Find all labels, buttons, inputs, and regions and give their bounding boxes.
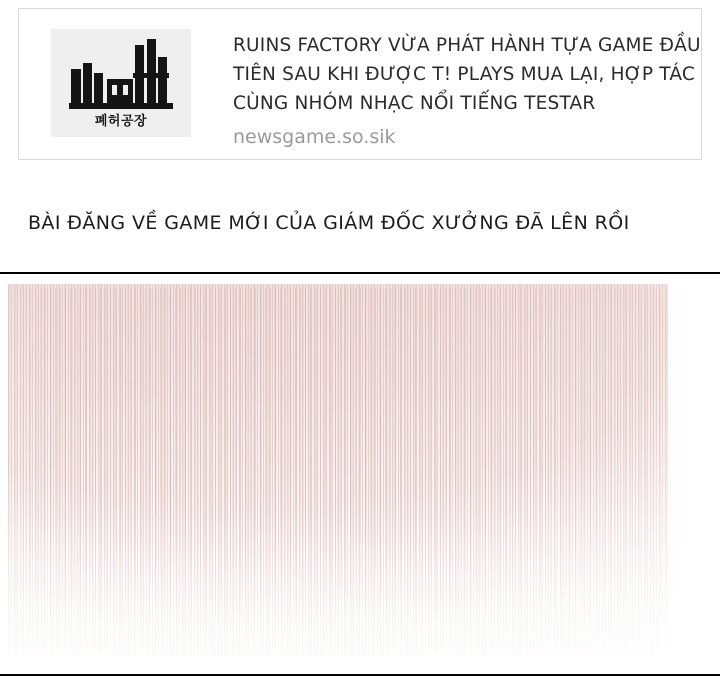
texture-panel <box>0 274 720 674</box>
link-text-block <box>233 31 701 148</box>
link-url: newsgame.so.sik <box>233 126 396 148</box>
link-thumbnail <box>51 29 191 137</box>
factory-icon <box>69 39 173 113</box>
link-preview-card[interactable] <box>18 8 702 160</box>
link-title: RUINS FACTORY VỪA PHÁT HÀNH TỰA GAME ĐẦU TIÊN SAU KHI ĐƯỢC T! PLAYS MUA LẠI, HỢP TÁC CÙNG NHÓM NHẠC NỔI TIẾNG TESTAR <box>233 35 701 114</box>
texture-layer-secondary <box>0 288 700 618</box>
panel-divider-bottom <box>0 674 720 676</box>
narration-text: BÀI ĐĂNG VỀ GAME MỚI CỦA GIÁM ĐỐC XƯỞNG ĐÃ LÊN RỒI <box>28 212 630 234</box>
thumbnail-caption: 폐허공장 <box>94 114 148 129</box>
